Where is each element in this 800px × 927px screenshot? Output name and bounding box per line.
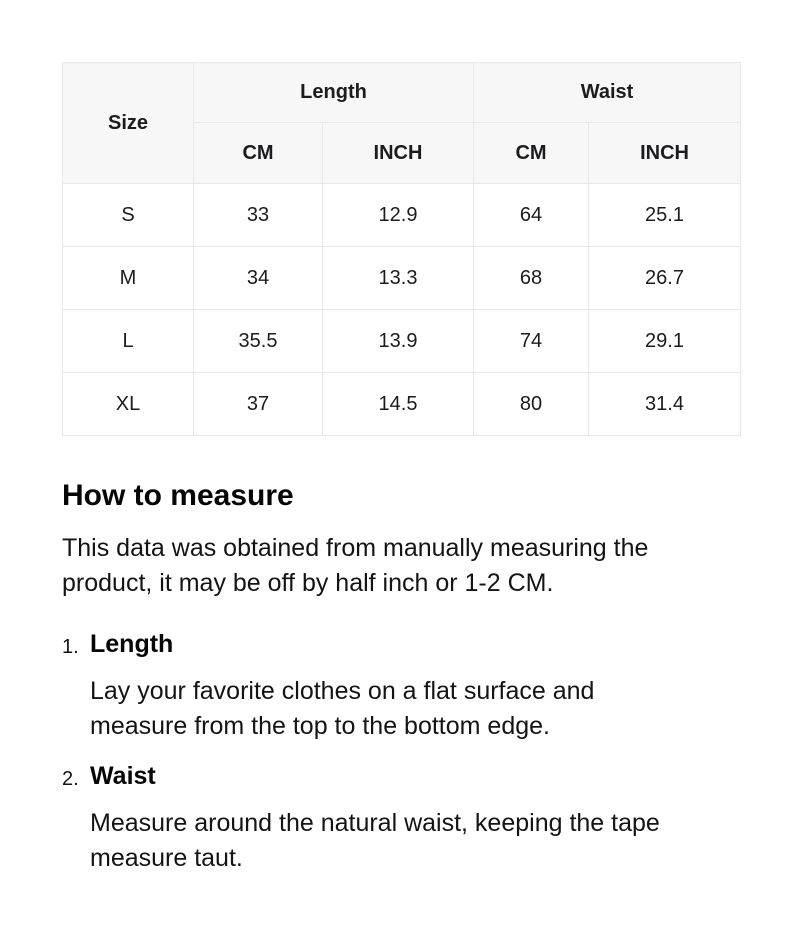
waist-group-header: Waist	[474, 63, 741, 123]
size-chart-table	[62, 62, 741, 436]
step-heading	[62, 628, 740, 662]
table-row	[63, 373, 741, 436]
waist-inch-cell: 31.4	[589, 373, 741, 436]
length-cm-cell: 37	[194, 373, 323, 436]
size-cell: XL	[63, 373, 194, 436]
waist-cm-cell: 80	[474, 373, 589, 436]
waist-cm-cell: 64	[474, 184, 589, 247]
waist-inch-header: INCH	[589, 123, 741, 184]
size-cell: L	[63, 310, 194, 373]
length-cm-header: CM	[194, 123, 323, 184]
step-description: Measure around the natural waist, keeping the tape measure taut.	[90, 809, 660, 872]
step-title: Length	[90, 630, 174, 658]
size-cell: M	[63, 247, 194, 310]
length-cm-cell: 35.5	[194, 310, 323, 373]
list-item	[62, 628, 740, 744]
step-number: 2.	[62, 768, 79, 790]
table-row	[63, 184, 741, 247]
waist-cm-header: CM	[474, 123, 589, 184]
size-guide-content	[62, 62, 740, 876]
waist-cm-cell: 68	[474, 247, 589, 310]
length-inch-cell: 13.9	[323, 310, 474, 373]
waist-cm-cell: 74	[474, 310, 589, 373]
length-inch-header: INCH	[323, 123, 474, 184]
table-row	[63, 310, 741, 373]
step-description: Lay your favorite clothes on a flat surface and measure from the top to the bottom edge.	[90, 677, 595, 740]
length-cm-cell: 34	[194, 247, 323, 310]
size-column-header: Size	[63, 63, 194, 184]
step-number: 1.	[62, 636, 79, 658]
length-group-header: Length	[194, 63, 474, 123]
step-heading	[62, 760, 740, 794]
list-item	[62, 760, 740, 876]
length-inch-cell: 12.9	[323, 184, 474, 247]
length-inch-cell: 14.5	[323, 373, 474, 436]
length-inch-cell: 13.3	[323, 247, 474, 310]
length-cm-cell: 33	[194, 184, 323, 247]
waist-inch-cell: 25.1	[589, 184, 741, 247]
how-to-measure-title: How to measure	[62, 479, 294, 512]
waist-inch-cell: 26.7	[589, 247, 741, 310]
table-group-header-row	[63, 63, 741, 123]
step-title: Waist	[90, 762, 156, 790]
size-cell: S	[63, 184, 194, 247]
waist-inch-cell: 29.1	[589, 310, 741, 373]
measure-intro-text: This data was obtained from manually measuring the product, it may be off by half inch or 1-2 CM.	[62, 534, 649, 597]
measure-steps-list	[62, 628, 740, 876]
table-row	[63, 247, 741, 310]
